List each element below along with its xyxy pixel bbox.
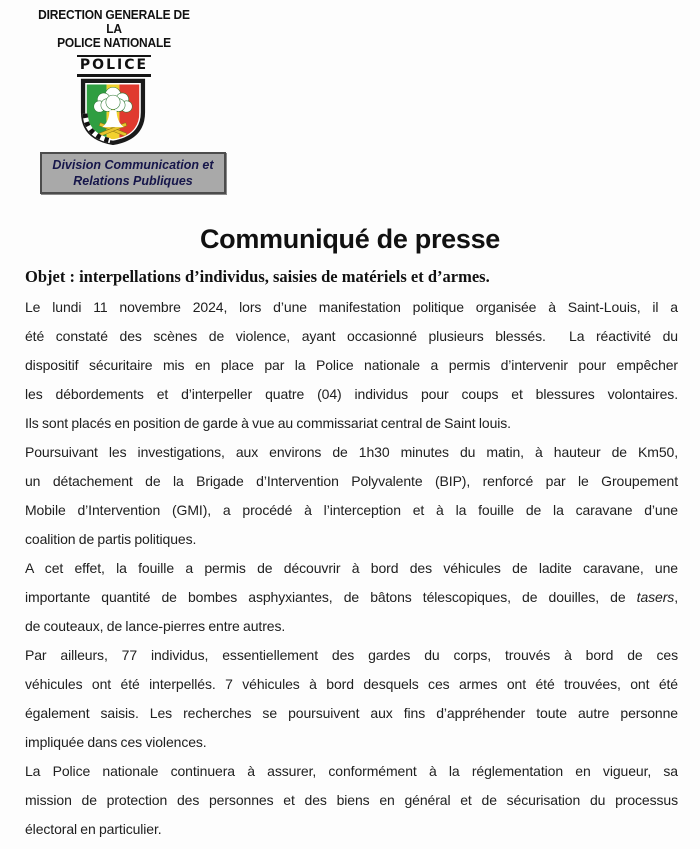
police-logo-label: POLICE [77,55,151,77]
org-header [37,8,192,50]
text-line: véhicules ont été interpellés. 7 véhicules à bord desquels ces armes ont été trouvées, ont été [25,676,678,692]
text-line: les débordements et d’interpeller quatre (04) individus pour coups et blessures volontaires. [25,386,678,402]
division-line-1: Division Communication et [52,158,214,172]
text-line: A cet effet, la fouille a permis de découvrir à bord des véhicules de ladite caravane, une [25,560,678,576]
text-line: impliquée dans ces violences. [25,734,207,750]
text-line: Le lundi 11 novembre 2024, lors d’une manifestation politique organisée à Saint-Louis, il a [25,299,678,315]
text-line: électoral en particulier. [25,821,162,837]
text-line: un détachement de la Brigade d’Intervention Polyvalente (BIP), renforcé par le Groupement [25,473,678,489]
text-line: Par ailleurs, 77 individus, essentiellement des gardes du corps, trouvés à bord de ces [25,647,678,663]
org-line-1: DIRECTION GENERALE DE LA [38,7,190,36]
org-line-2: POLICE NATIONALE [57,35,171,50]
police-shield-icon [77,78,149,145]
paragraph [25,554,678,641]
paragraph [25,293,678,438]
text-line: de couteaux, de lance-pierres entre autres. [25,618,286,634]
division-box [40,152,226,194]
division-line-2: Relations Publiques [73,174,193,188]
text-line: Ils sont placés en position de garde à vue au commissariat central de Saint louis. [25,415,511,431]
subject-line: Objet : interpellations d’individus, saisies de matériels et d’armes. [25,267,490,286]
document-body [25,293,678,844]
text-line: mission de protection des personnes et des biens en général et de sécurisation du processus [25,792,678,808]
text-line: dispositif sécuritaire mis en place par la Police nationale a permis d’intervenir pour empêcher [25,357,678,373]
text-line: Mobile d’Intervention (GMI), a procédé à l’interception et à la fouille de la caravane d’une [25,502,678,518]
text-line: également saisis. Les recherches se poursuivent aux fins d’appréhender toute autre personne [25,705,678,721]
text-line: coalition de partis politiques. [25,531,197,547]
text-line: été constaté des scènes de violence, ayant occasionné plusieurs blessés. La réactivité du [25,328,678,344]
paragraph [25,438,678,554]
text-line: Poursuivant les investigations, aux environs de 1h30 minutes du matin, à hauteur de Km50, [25,444,678,460]
text-line: La Police nationale continuera à assurer, conformément à la réglementation en vigueur, sa [25,763,678,779]
paragraph [25,641,678,757]
text-line: importante quantité de bombes asphyxiantes, de bâtons télescopiques, de douilles, de tasers, [25,589,678,605]
press-release-title: Communiqué de presse [199,224,501,254]
police-logo [77,55,151,145]
paragraph [25,757,678,844]
